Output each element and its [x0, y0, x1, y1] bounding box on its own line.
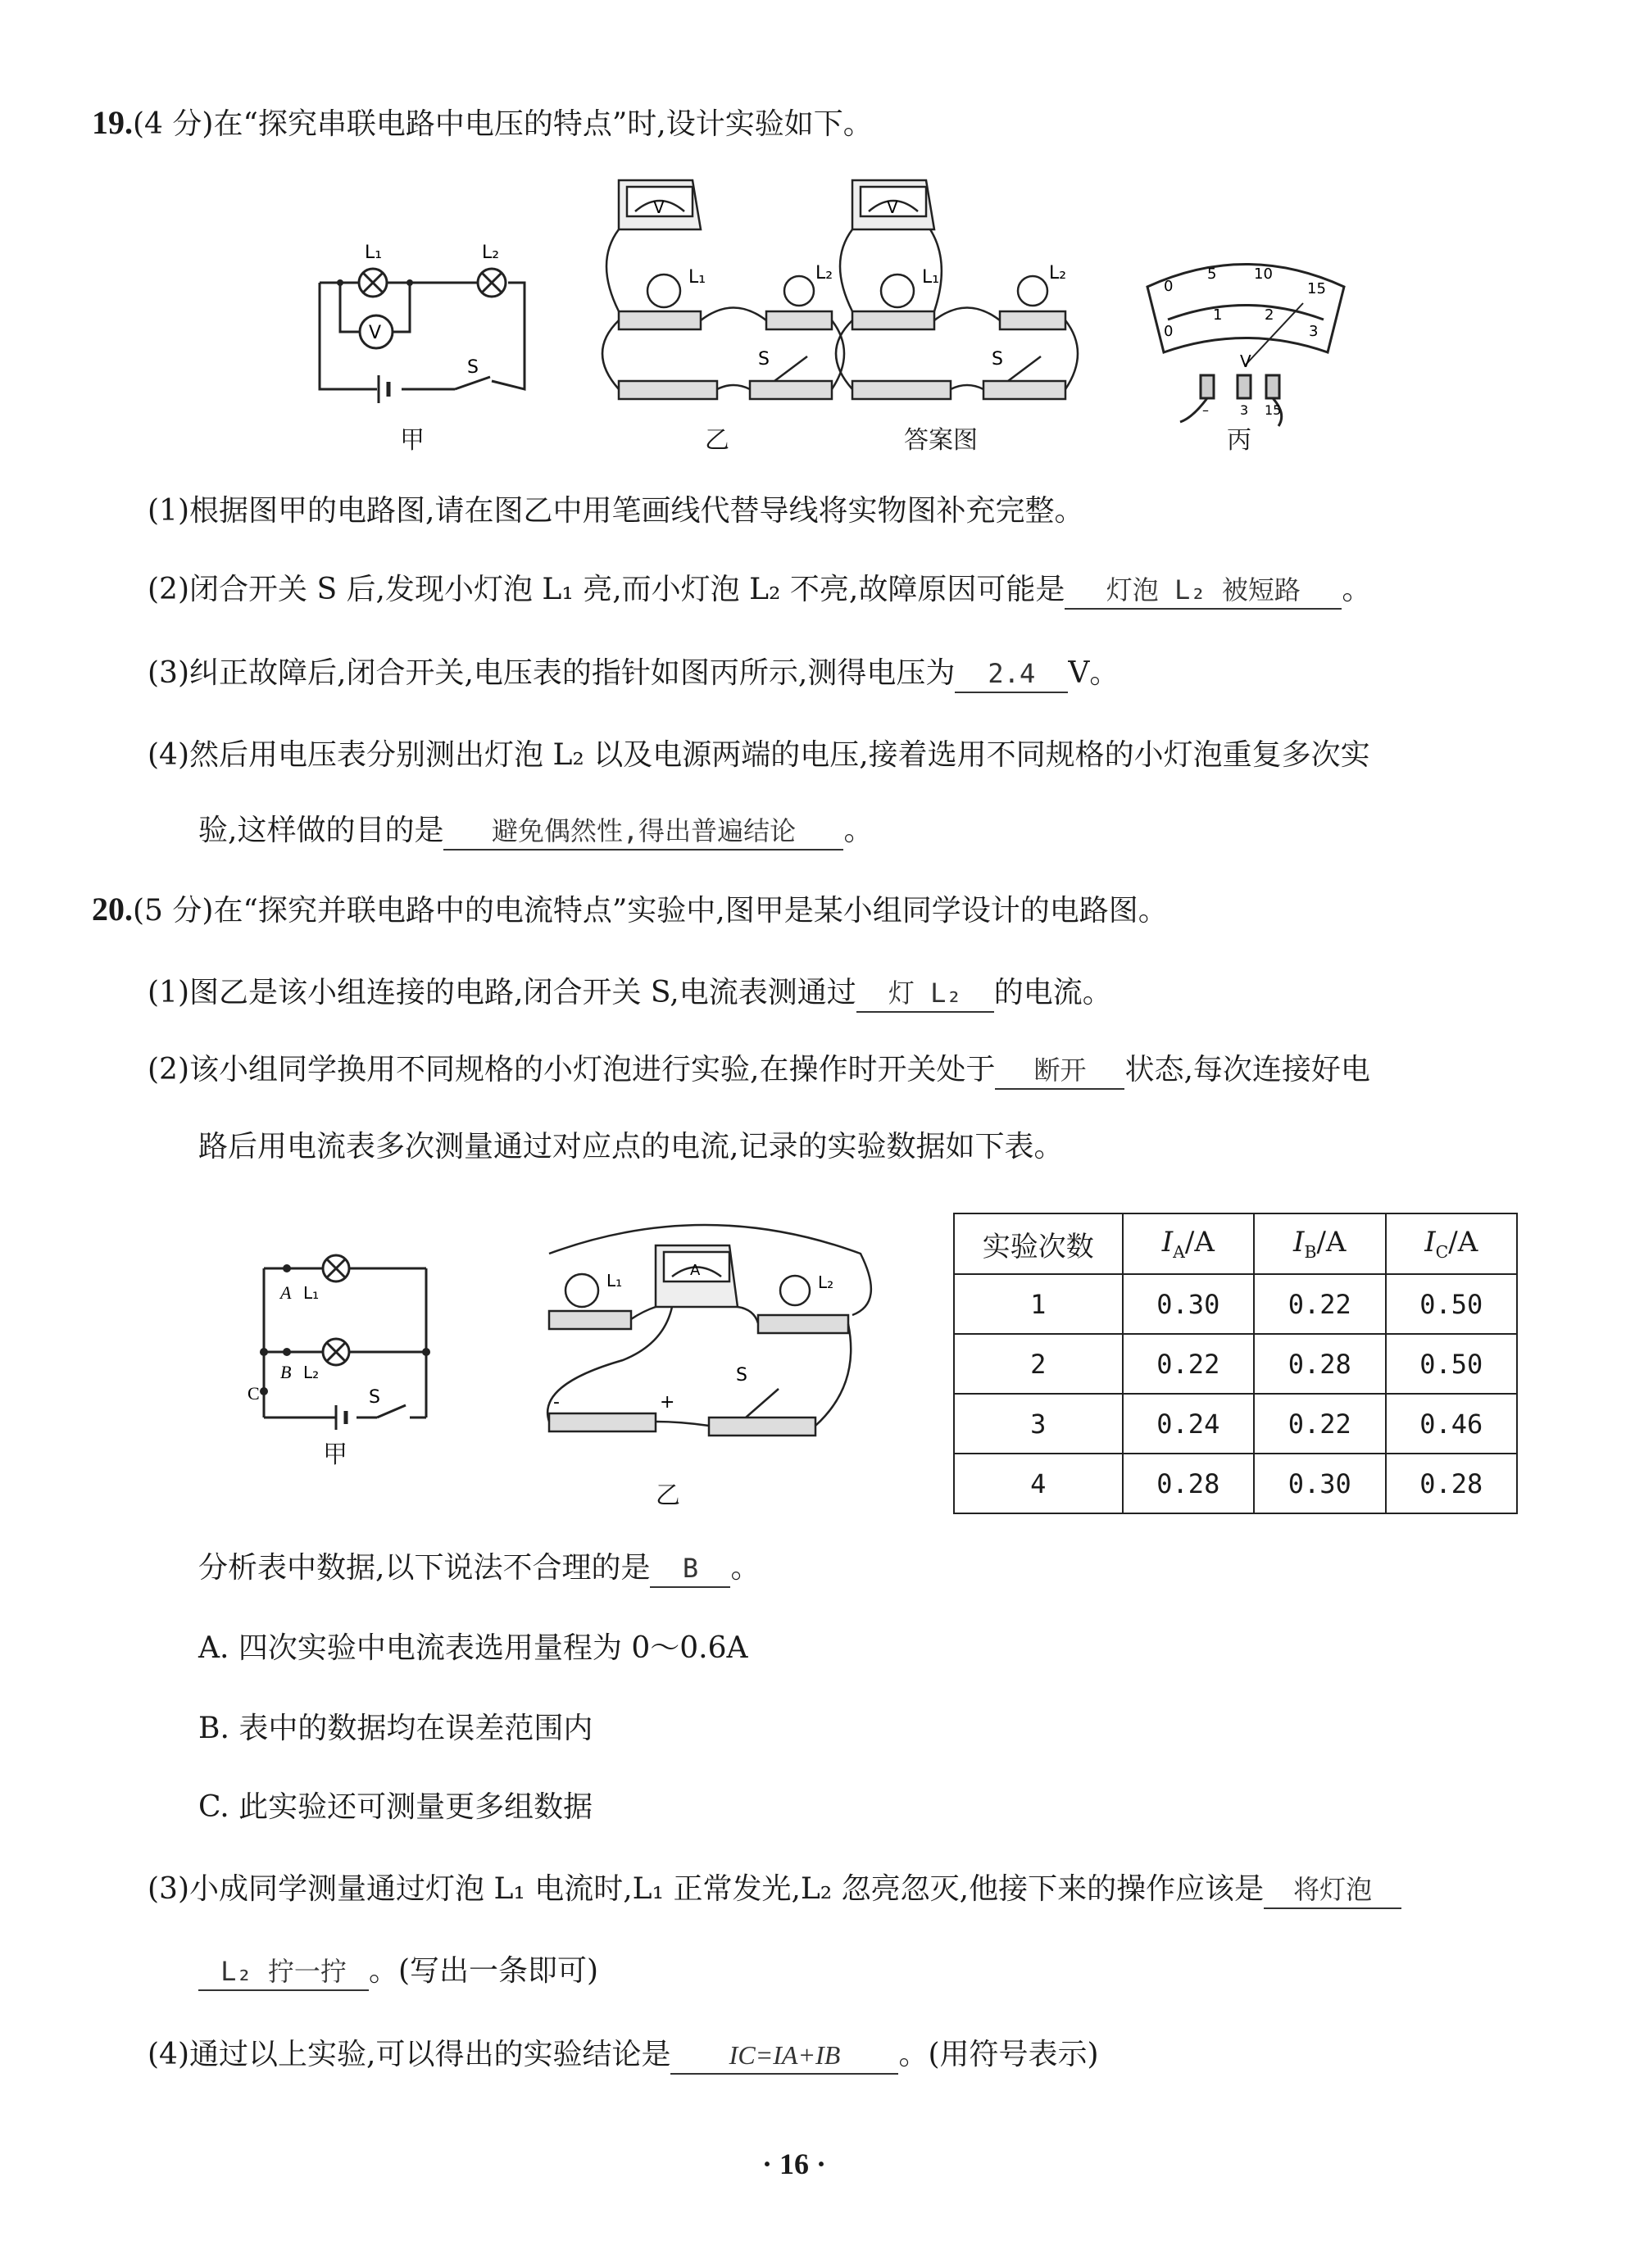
q19-p3: [148, 654, 1119, 693]
table-header-ic: $I_C/A$: [1386, 1213, 1518, 1274]
table-cell: 0.22: [1254, 1394, 1385, 1454]
q20-yi-minus: -: [553, 1392, 560, 1413]
table-cell: 0.30: [1254, 1454, 1385, 1513]
table-cell: 0.28: [1386, 1454, 1518, 1513]
q19-caption-yi: 乙: [705, 426, 729, 455]
table-cell: 0.22: [1254, 1274, 1385, 1334]
table-header-row: [954, 1213, 1517, 1274]
table-header-ia: $I_A/A$: [1123, 1213, 1254, 1274]
q20-p2-text: (2)该小组同学换用不同规格的小灯泡进行实验,在操作时开关处于: [148, 1053, 996, 1086]
q19-p2-answer: 灯泡 L₂ 被短路: [1065, 572, 1342, 610]
q20-yi-s: S: [736, 1365, 747, 1386]
q20-p4: [148, 2035, 1099, 2075]
table-header-ib: $I_B/A$: [1254, 1213, 1385, 1274]
q20-jia-l2: L₂: [303, 1363, 320, 1382]
q20-p1-answer: 灯 L₂: [856, 975, 994, 1013]
q20-p3-answer-2: L₂ 拧一拧: [198, 1953, 369, 1991]
q20-analysis-text: 分析表中数据,以下说法不合理的是: [198, 1551, 651, 1585]
q20-analysis-answer: B: [650, 1550, 730, 1588]
table-cell: 0.46: [1386, 1394, 1518, 1454]
table-cell: 3: [954, 1394, 1123, 1454]
q20-p2-answer: 断开: [995, 1052, 1124, 1090]
q20-p3-line2: [198, 1952, 598, 1991]
q19-ans-s: S: [992, 349, 1003, 370]
q19-figure-yi: [611, 180, 840, 426]
q19-number: 19.: [92, 104, 133, 141]
q20-data-table: [953, 1213, 1518, 1514]
table-cell: 2: [954, 1334, 1123, 1394]
q20-caption-yi: 乙: [656, 1481, 680, 1510]
table-cell: 0.28: [1254, 1334, 1385, 1394]
q19-p3-answer: 2.4: [955, 655, 1068, 693]
q19-jia-l1: L₁: [365, 243, 383, 263]
q19-p4-line2: [198, 811, 873, 850]
q19-bing-t5: 5: [1207, 265, 1217, 283]
q20-intro: (5 分)在“探究并联电路中的电流特点”实验中,图甲是某小组同学设计的电路图。: [133, 894, 1168, 928]
q19-bing-v: V: [1240, 352, 1251, 371]
q19-bing-b3: 3: [1309, 323, 1319, 340]
q19-caption-bing: 丙: [1227, 426, 1251, 455]
table-cell: 4: [954, 1454, 1123, 1513]
q20-p3-text: (3)小成同学测量通过灯泡 L₁ 电流时,L₁ 正常发光,L₂ 忽亮忽灭,他接下来的操作应该是: [148, 1872, 1265, 1906]
q19-p2-text: (2)闭合开关 S 后,发现小灯泡 L₁ 亮,而小灯泡 L₂ 不亮,故障原因可能是: [148, 573, 1065, 606]
q20-jia-l1: L₁: [303, 1283, 320, 1303]
q19-bing-t0: 0: [1164, 278, 1174, 295]
q19-jia-v: V: [369, 323, 382, 343]
q19-yi-l2: L₂: [815, 263, 833, 284]
q20-p3-line1: [148, 1870, 1401, 1909]
q20-yi-amm: A: [690, 1262, 701, 1279]
q19-p4-text: 验,这样做的目的是: [198, 814, 444, 847]
q19-caption-jia: 甲: [400, 426, 425, 455]
q20-p3-answer-1: 将灯泡: [1264, 1871, 1401, 1909]
q19-p3-post: V。: [1068, 656, 1120, 690]
q20-jia-B: B: [280, 1362, 292, 1382]
q20-option-c: C. 此实验还可测量更多组数据: [198, 1790, 593, 1824]
table-header-cell: 实验次数: [954, 1213, 1123, 1274]
q19-yi-v: V: [653, 197, 665, 217]
q19-p2-post: 。: [1342, 573, 1372, 606]
table-row: [954, 1334, 1517, 1394]
q19-ans-v: V: [887, 197, 898, 217]
q20-number: 20.: [92, 891, 133, 928]
q19-p1: (1)根据图甲的电路图,请在图乙中用笔画线代替导线将实物图补充完整。: [148, 494, 1084, 528]
page-number: · 16 ·: [762, 2148, 827, 2180]
q20-p4-text: (4)通过以上实验,可以得出的实验结论是: [148, 2038, 671, 2071]
q19-figure-bing: [1135, 254, 1356, 426]
q20-option-b: B. 表中的数据均在误差范围内: [198, 1712, 593, 1745]
table-cell: 0.30: [1123, 1274, 1254, 1334]
q20-p1-text: (1)图乙是该小组连接的电路,闭合开关 S,电流表测通过: [148, 976, 856, 1009]
q19-figure-answer: [844, 180, 1074, 426]
q19-intro: (4 分)在“探究串联电路中电压的特点”时,设计实验如下。: [133, 107, 873, 141]
q20-p4-post: 。(用符号表示): [898, 2038, 1099, 2071]
table-cell: 0.50: [1386, 1274, 1518, 1334]
q19-ans-l2: L₂: [1049, 263, 1067, 284]
table-cell: 1: [954, 1274, 1123, 1334]
q19-bing-b1: 1: [1213, 306, 1223, 324]
q20-jia-A: A: [280, 1282, 292, 1303]
table-cell: 0.50: [1386, 1334, 1518, 1394]
q19-p4-answer: 避免偶然性,得出普遍结论: [443, 813, 843, 850]
q20-header: [92, 890, 1168, 931]
q20-figure-jia: [248, 1245, 443, 1408]
q19-header: [92, 103, 873, 144]
q20-caption-jia: 甲: [323, 1440, 347, 1469]
q19-jia-l2: L₂: [482, 243, 500, 263]
q20-analysis: [198, 1549, 760, 1588]
q20-figure-yi: [541, 1221, 869, 1467]
q19-ans-l1: L₁: [922, 267, 940, 288]
q20-option-a: A. 四次实验中电流表选用量程为 0～0.6A: [198, 1631, 748, 1665]
q19-p4-line1: (4)然后用电压表分别测出灯泡 L₂ 以及电源两端的电压,接着选用不同规格的小灯泡重复多次实: [148, 738, 1370, 772]
q20-p4-answer: IC=IA+IB: [670, 2037, 898, 2075]
q19-p3-text: (3)纠正故障后,闭合开关,电压表的指针如图丙所示,测得电压为: [148, 656, 956, 690]
q19-p2: [148, 570, 1371, 610]
q20-p1: [148, 973, 1112, 1013]
q20-p3-post: 。(写出一条即可): [369, 1954, 599, 1988]
table-cell: 0.22: [1123, 1334, 1254, 1394]
q19-yi-s: S: [758, 349, 770, 370]
table-row: [954, 1274, 1517, 1334]
q20-p2: [148, 1050, 1370, 1090]
q20-analysis-post: 。: [730, 1551, 761, 1585]
q19-jia-s: S: [467, 357, 479, 378]
q20-yi-l2: L₂: [818, 1272, 834, 1292]
q19-p4-post: 。: [843, 814, 874, 847]
q19-bing-t15: 15: [1307, 280, 1326, 297]
q19-bing-minus: –: [1202, 402, 1209, 418]
q20-p2-post: 状态,每次连接好电: [1124, 1053, 1370, 1086]
q19-bing-b0: 0: [1164, 323, 1174, 340]
q19-bing-b2: 2: [1265, 306, 1274, 324]
q19-bing-t10: 10: [1254, 265, 1273, 283]
q20-jia-C: C: [248, 1383, 260, 1404]
q20-p1-post: 的电流。: [993, 976, 1112, 1009]
q19-bing-3: 3: [1240, 402, 1249, 418]
table-row: [954, 1454, 1517, 1513]
q19-bing-15: 15: [1265, 402, 1282, 418]
table-row: [954, 1394, 1517, 1454]
q19-caption-answer: 答案图: [904, 426, 978, 455]
q20-yi-l1: L₁: [606, 1271, 623, 1290]
q19-yi-l1: L₁: [688, 267, 706, 288]
table-cell: 0.28: [1123, 1454, 1254, 1513]
q20-yi-plus: +: [660, 1392, 675, 1413]
table-cell: 0.24: [1123, 1394, 1254, 1454]
q20-jia-s: S: [369, 1387, 380, 1408]
q19-figure-jia: [303, 229, 533, 410]
q20-p2-line2: 路后用电流表多次测量通过对应点的电流,记录的实验数据如下表。: [198, 1130, 1064, 1163]
